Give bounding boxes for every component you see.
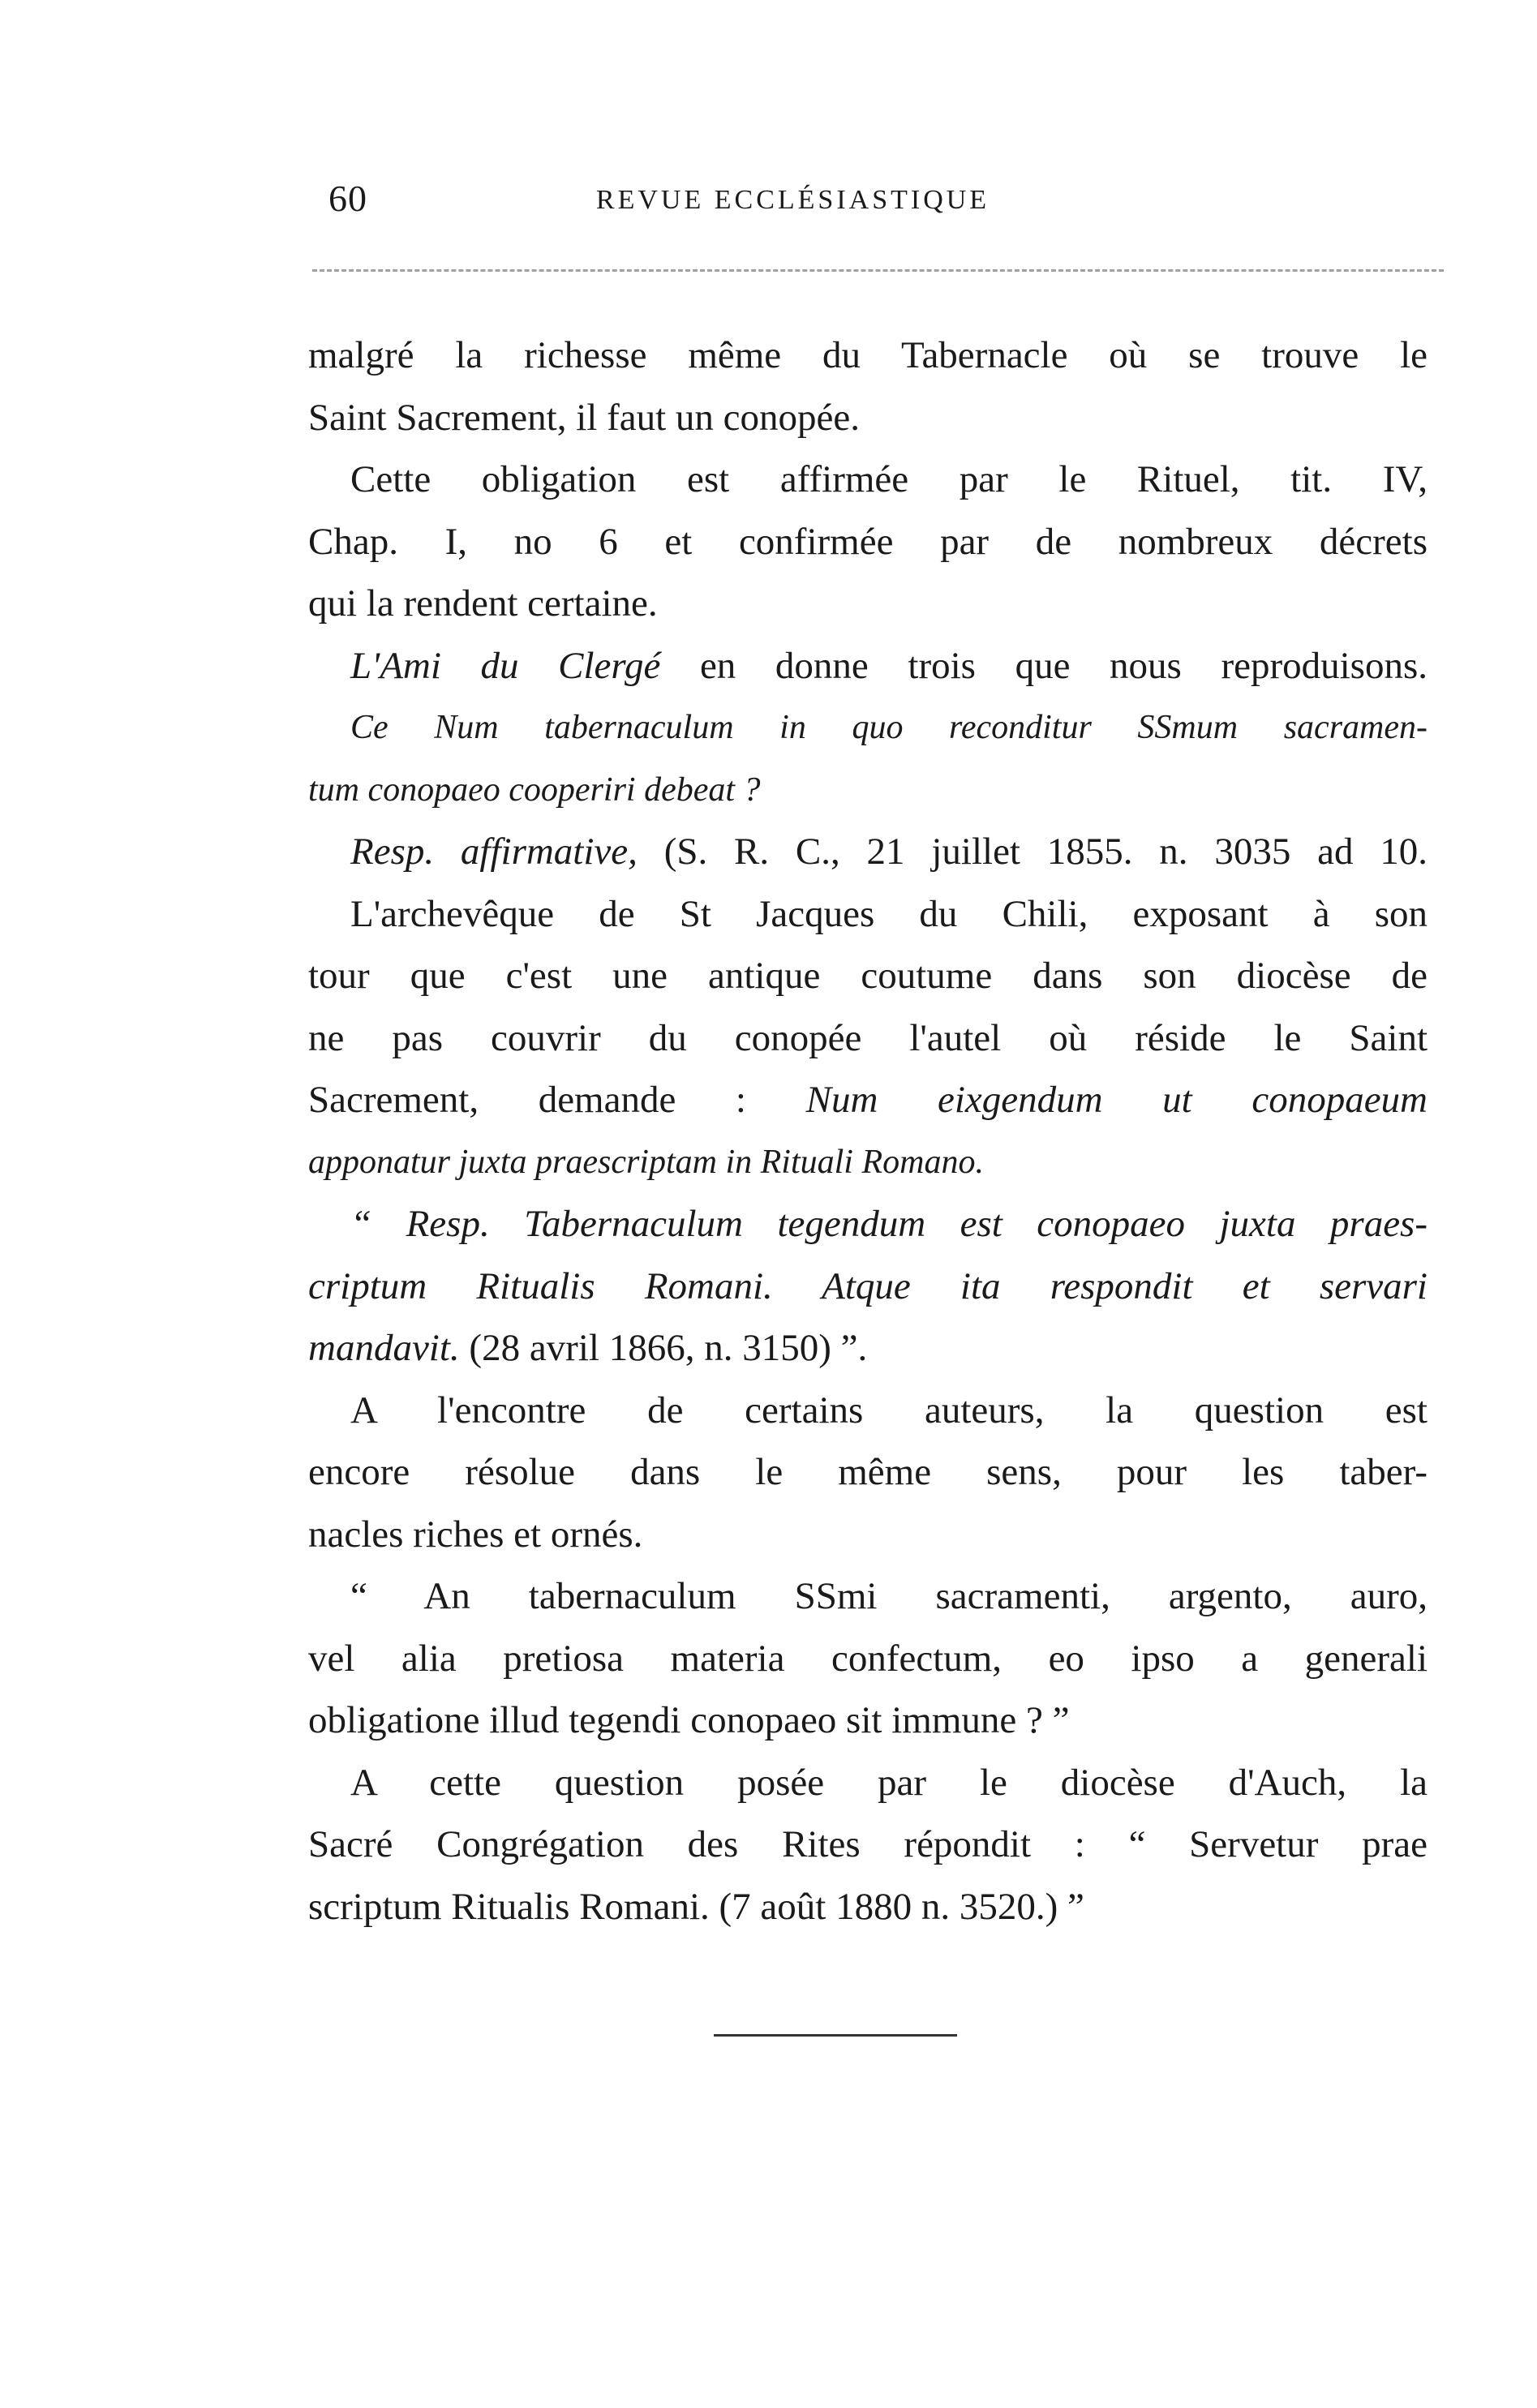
decree-reference: (S. R. C., 21 juillet 1855. n. 3035 ad 10.: [663, 831, 1428, 873]
text-line: scriptum Ritualis Romani. (7 août 1880 n. 3520.) ”: [308, 1885, 1084, 1928]
text-line: qui la rendent certaine.: [308, 582, 658, 625]
page-number: 60: [328, 178, 367, 219]
text-line: A cette question posée par le diocèse d'Auch, la: [350, 1761, 1428, 1804]
text-line: ne pas couvrir du conopée l'autel où réside le Saint: [308, 1016, 1428, 1059]
text-line: Chap. I, no 6 et confirmée par de nombreux décrets: [308, 520, 1428, 563]
text-line: tour que c'est une antique coutume dans son diocèse de: [308, 955, 1428, 997]
header-rule: [312, 269, 1444, 272]
text-line: Cette obligation est affirmée par le Rituel, tit. IV,: [350, 458, 1428, 500]
closing-rule: [714, 2034, 957, 2037]
text-line: Ce Num tabernaculum in quo reconditur SSmum sacramen-: [350, 709, 1428, 746]
text-segment: en donne trois que nous reproduisons.: [699, 644, 1428, 687]
text-line: apponatur juxta praescriptam in Rituali Romano.: [308, 1143, 984, 1181]
running-title: REVUE ECCLÉSIASTIQUE: [595, 185, 990, 215]
text-line: vel alia pretiosa materia confectum, eo ipso a generali: [308, 1637, 1428, 1680]
text-line: L'archevêque de St Jacques du Chili, exposant à son: [350, 892, 1428, 935]
text-line: Sacré Congrégation des Rites répondit : “ Servetur prae: [308, 1823, 1428, 1865]
text-line: criptum Ritualis Romani. Atque ita respondit et servari: [308, 1264, 1428, 1307]
text-line: [308, 635, 1428, 698]
text-line: obligatione illud tegendi conopaeo sit immune ? ”: [308, 1699, 1070, 1741]
text-line: [308, 1317, 1428, 1380]
text-segment: Sacrement, demande :: [308, 1079, 746, 1121]
text-line: encore résolue dans le même sens, pour les taber-: [308, 1451, 1428, 1493]
text-line: [308, 1069, 1428, 1131]
text-line: nacles riches et ornés.: [308, 1513, 643, 1556]
text-line: [308, 821, 1428, 883]
latin-question: Num eixgendum ut conopaeum: [805, 1079, 1428, 1121]
latin-text: mandavit.: [308, 1327, 460, 1369]
citation-title: L'Ami du Clergé: [350, 644, 661, 687]
decree-reference: (28 avril 1866, n. 3150) ”.: [469, 1327, 868, 1369]
text-line: tum conopaeo cooperiri debeat ?: [308, 770, 761, 809]
text-line: A l'encontre de certains auteurs, la question est: [350, 1389, 1428, 1431]
body-text: [308, 324, 1428, 1938]
text-line: Saint Sacrement, il faut un conopée.: [308, 396, 860, 439]
text-line: “ Resp. Tabernaculum tegendum est conopaeo juxta praes-: [350, 1203, 1428, 1245]
text-line: “ An tabernaculum SSmi sacramenti, argento, auro,: [350, 1575, 1428, 1617]
text-line: malgré la richesse même du Tabernacle où se trouve le: [308, 334, 1428, 376]
response-label: Resp. affirmative,: [350, 831, 638, 873]
